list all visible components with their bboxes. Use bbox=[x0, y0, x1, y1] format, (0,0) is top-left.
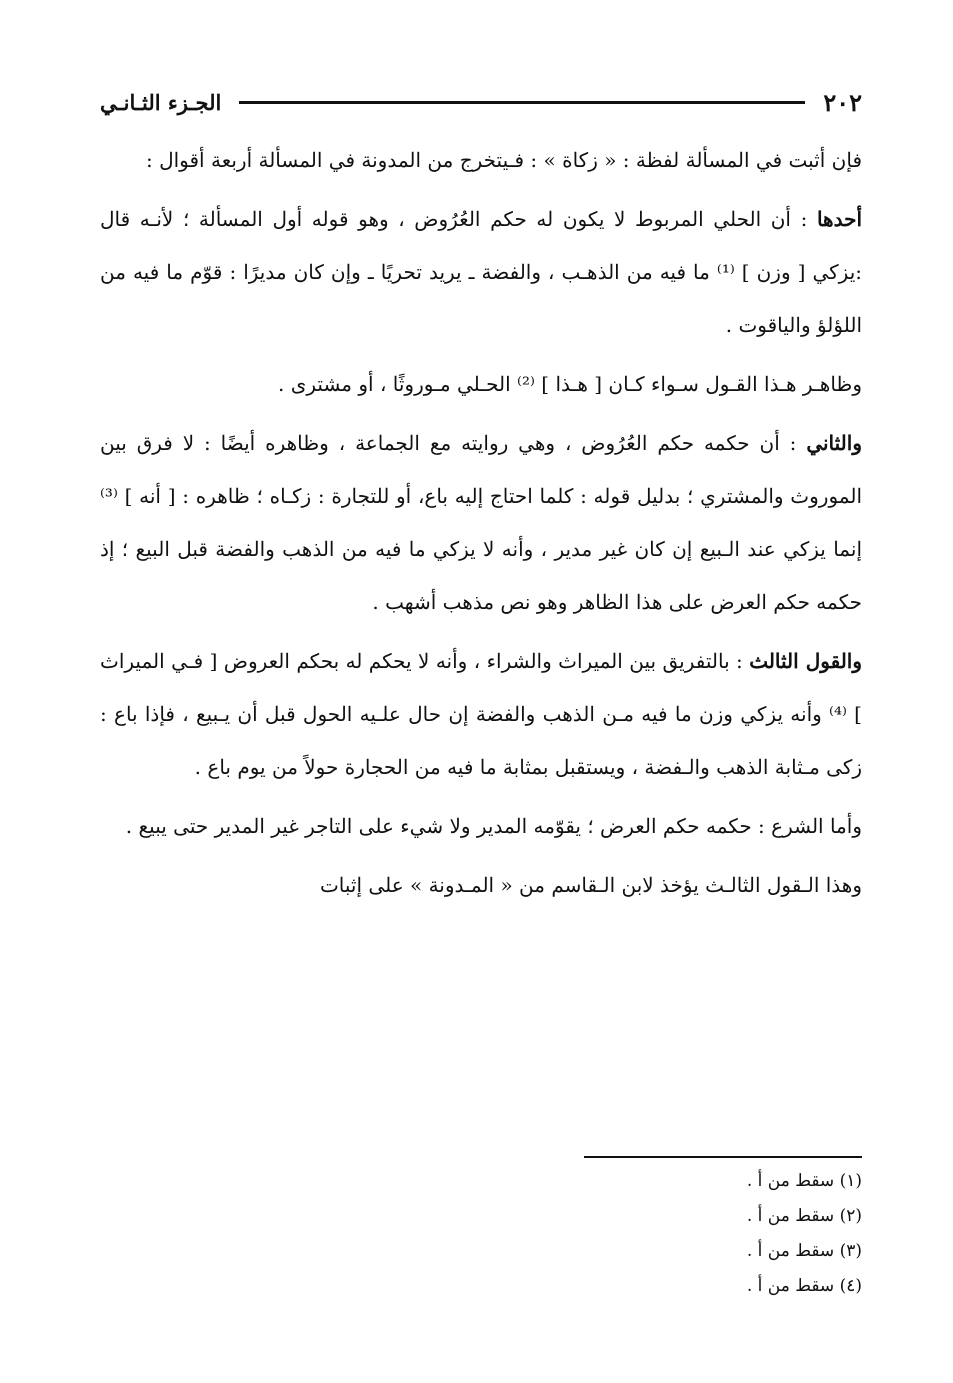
paragraph-6-text: وأما الشرع : حكمه حكم العرض ؛ يقوّمه المدير ولا شيء على التاجر غير المدير حتى يبيع . bbox=[125, 814, 862, 838]
running-title: الجـزء الثـانـي bbox=[100, 89, 222, 115]
footnotes bbox=[562, 1164, 862, 1304]
page-header bbox=[100, 82, 862, 122]
body-text bbox=[100, 134, 862, 918]
paragraph-5-text: : بالتفريق بين الميراث والشراء ، وأنه لا يحكم له بحكم العروض [ فـي الميراث ] ⁽⁴⁾ وأنه يزكي وزن ما فيه مـن الذهب والفضة إن حال علـيه الحول قبل أن يـبيع ، فإذا باع : زكى مـثابة الذهب والـفضة ، ويستقبل بمثابة ما فيه من الحجارة حولاً من يوم باع . bbox=[100, 649, 862, 779]
paragraph-1 bbox=[100, 134, 862, 187]
paragraph-1-text: فإن أثبت في المسألة لفظة : « زكاة » : فـيتخرج من المدونة في المسألة أربعة أقوال : bbox=[145, 148, 862, 172]
paragraph-2-lead: أحدها bbox=[816, 207, 862, 231]
header-rule bbox=[239, 101, 805, 104]
paragraph-5-lead: والقول الثالث bbox=[749, 649, 862, 673]
paragraph-4-text: : أن حكمه حكم العُرُوض ، وهي روايته مع الجماعة ، وظاهره أيضًا : لا فرق بين الموروث والمشتري ؛ بدليل قوله : كلما احتاج إليه باع، أو للتجارة : زكـاه ؛ ظاهره : [ أنه ] ⁽³⁾ إنما يزكي عند الـبيع إن كان غير مدير ، وأنه لا يزكي ما فيه من الذهب والفضة قبل البيع ؛ إذ حكمه حكم العرض على هذا الظاهر وهو نص مذهب أشهب . bbox=[100, 431, 862, 614]
paragraph-5 bbox=[100, 635, 862, 794]
page-number: ٢٠٢ bbox=[823, 87, 862, 117]
footnote-3: (٣) سقط من أ . bbox=[746, 1241, 862, 1261]
paragraph-2 bbox=[100, 193, 862, 352]
paragraph-7-text: وهذا الـقول الثالـث يؤخذ لابن الـقاسم من « المـدونة » على إثبات bbox=[319, 873, 862, 897]
paragraph-4 bbox=[100, 417, 862, 629]
paragraph-6 bbox=[100, 800, 862, 853]
paragraph-3 bbox=[100, 358, 862, 411]
paragraph-7 bbox=[100, 859, 862, 912]
footnote-2: (٢) سقط من أ . bbox=[746, 1206, 862, 1226]
footnote-4: (٤) سقط من أ . bbox=[746, 1276, 862, 1296]
paragraph-3-text: وظاهـر هـذا القـول سـواء كـان [ هـذا ] ⁽²⁾ الحـلي مـوروثًا ، أو مشترى . bbox=[278, 372, 862, 396]
footnote-rule bbox=[584, 1156, 862, 1158]
paragraph-4-lead: والثاني bbox=[806, 431, 862, 455]
paragraph-2-text: : أن الحلي المربوط لا يكون له حكم العُرُوض ، وهو قوله أول المسألة ؛ لأنـه قال :يزكي [ وزن ] ⁽¹⁾ ما فيه من الذهـب ، والفضة ـ يريد تحريًا ـ وإن كان مديرًا : قوّم ما فيه من اللؤلؤ والياقوت . bbox=[100, 207, 863, 337]
footnote-1: (١) سقط من أ . bbox=[746, 1171, 862, 1191]
